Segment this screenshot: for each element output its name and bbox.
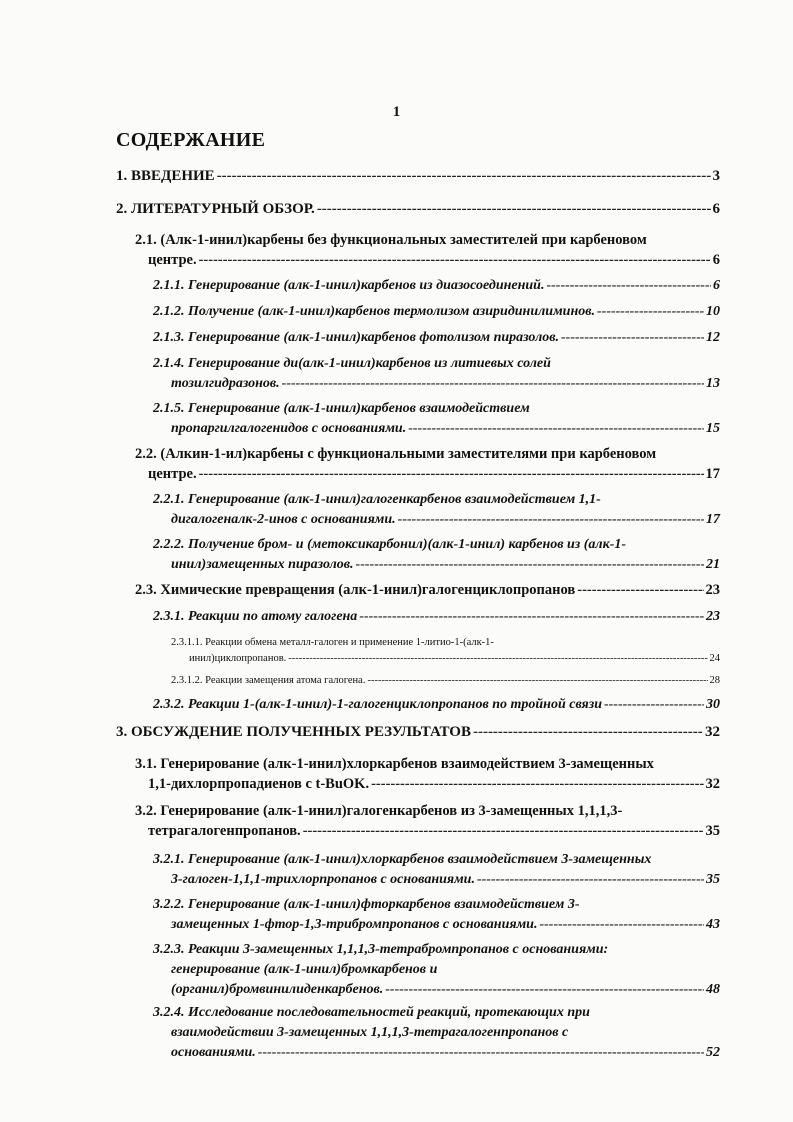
toc-entry-label-cont: дигалогеналк-2-инов с основаниями. — [171, 512, 396, 527]
toc-entry-label: 2.1.2. Получение (алк-1-инил)карбенов термолизом азиридинилиминов. — [153, 304, 595, 319]
toc-entry-2-3 — [135, 580, 720, 600]
toc-page-number: 3 — [712, 168, 720, 184]
toc-page-number: 6 — [712, 201, 720, 217]
toc-entry-2-3-1-2 — [171, 673, 720, 689]
toc-page-number: 23 — [705, 582, 720, 598]
toc-entry-2-3-1-1 — [171, 635, 720, 667]
toc-entry-label: 2.3. Химические превращения (алк-1-инил)галогенциклопропанов — [135, 582, 576, 598]
toc-entry-2-1-2 — [153, 302, 720, 322]
toc-entry-label: 3. ОБСУЖДЕНИЕ ПОЛУЧЕННЫХ РЕЗУЛЬТАТОВ — [116, 724, 471, 740]
toc-page-number: 35 — [705, 823, 720, 839]
toc-entry-2-2 — [135, 444, 720, 484]
toc-entry-label-cont: (органил)бромвинилиденкарбенов. — [171, 982, 384, 997]
toc-page-number: 28 — [709, 675, 720, 686]
toc-entry-label: 3.2.4. Исследование последовательностей реакций, протекающих при — [153, 1005, 590, 1020]
toc-page-number: 12 — [706, 330, 720, 345]
toc-entry-label: 2. ЛИТЕРАТУРНЫЙ ОБЗОР. — [116, 201, 315, 217]
toc-page-number: 24 — [709, 653, 720, 664]
toc-entry-label: 3.1. Генерирование (алк-1-инил)хлоркарбенов взаимодействием 3-замещенных — [135, 756, 654, 772]
toc-page-number: 17 — [706, 512, 720, 527]
toc-entry-label-cont: инил)циклопропанов. — [189, 653, 287, 664]
toc-entry-label: 2.3.1. Реакции по атому галогена — [153, 609, 358, 624]
toc-page-number: 52 — [706, 1045, 720, 1060]
toc-entry-label-cont: пропаргилгалогенидов с основаниями. — [171, 421, 407, 436]
toc-entry-2-1 — [135, 230, 720, 270]
toc-entry-label: 2.1.3. Генерирование (алк-1-инил)карбенов фотолизом пиразолов. — [153, 330, 560, 345]
toc-entry-label: 1. ВВЕДЕНИЕ — [116, 168, 215, 184]
toc-page-number: 13 — [706, 376, 720, 391]
toc-entry-label-cont: тетрагалогенпропанов. — [148, 823, 301, 839]
page-title: СОДЕРЖАНИЕ — [116, 129, 266, 151]
toc-page-number: 30 — [706, 697, 720, 712]
toc-page-number: 10 — [706, 304, 720, 319]
toc-page-number: 23 — [706, 609, 720, 624]
toc-entry-label: 2.2.1. Генерирование (алк-1-инил)галогенкарбенов взаимодействием 1,1- — [153, 492, 601, 507]
toc-entry-label: 2.1. (Алк-1-инил)карбены без функциональных заместителей при карбеновом — [135, 232, 647, 248]
toc-entry-label-cont: замещенных 1-фтор-1,3-трибромпропанов с основаниями. — [171, 917, 538, 932]
toc-entry-label-cont: 3-галоген-1,1,1-трихлорпропанов с основаниями. — [171, 872, 475, 887]
toc-entry-label: 3.2.3. Реакции 3-замещенных 1,1,1,3-тетрабромпропанов с основаниями: — [153, 942, 609, 957]
toc-entry-2 — [116, 199, 720, 219]
toc-entry-label-cont: центре. — [148, 466, 197, 482]
toc-entry-label-cont: взаимодействии 3-замещенных 1,1,1,3-тетрагалогенпропанов с — [171, 1025, 569, 1040]
toc-entry-3-2-3 — [153, 940, 720, 1000]
toc-entry-3-2-2 — [153, 895, 720, 935]
toc-page-number: 48 — [706, 982, 720, 997]
toc-entry-2-1-1 — [153, 276, 720, 296]
toc-entry-label: 2.2.2. Получение бром- и (метоксикарбонил)(алк-1-инил) карбенов из (алк-1- — [153, 537, 627, 552]
toc-entry-2-1-4 — [153, 354, 720, 394]
toc-entry-label: 3.2.2. Генерирование (алк-1-инил)фторкарбенов взаимодействием 3- — [153, 897, 580, 912]
toc-entry-2-3-1 — [153, 607, 720, 627]
toc-entry-label: 3.2. Генерирование (алк-1-инил)галогенкарбенов из 3-замещенных 1,1,1,3- — [135, 803, 623, 819]
toc-entry-2-1-3 — [153, 328, 720, 348]
toc-entry-3-2-4 — [153, 1003, 720, 1063]
toc-entry-2-1-5 — [153, 399, 720, 439]
toc-entry-label: 3.2.1. Генерирование (алк-1-инил)хлоркарбенов взаимодействием 3-замещенных — [153, 852, 652, 867]
toc-entry-3 — [116, 722, 720, 742]
toc-entry-label-cont: инил)замещенных пиразолов. — [171, 557, 354, 572]
toc-page-number: 35 — [706, 872, 720, 887]
toc-page-number: 43 — [706, 917, 720, 932]
toc-page-number: 32 — [705, 724, 720, 740]
toc-entry-3-1 — [135, 754, 720, 794]
toc-entry-label: 2.2. (Алкин-1-ил)карбены с функциональными заместителями при карбеновом — [135, 446, 657, 462]
toc-entry-label-cont: генерирование (алк-1-инил)бромкарбенов и — [171, 962, 438, 977]
toc-page-number: 32 — [705, 776, 720, 792]
toc-entry-label-cont: 1,1-дихлорпропадиенов с t-BuOK. — [148, 776, 370, 792]
toc-entry-label-cont: центре. — [148, 252, 197, 268]
toc-entry-1 — [116, 166, 720, 186]
toc-entry-2-2-1 — [153, 490, 720, 530]
toc-entry-label: 2.1.4. Генерирование ди(алк-1-инил)карбенов из литиевых солей — [153, 356, 551, 371]
toc-page-number: 6 — [712, 252, 720, 268]
toc-entry-label-cont: основаниями. — [171, 1045, 256, 1060]
toc-page-number: 17 — [705, 466, 720, 482]
toc-entry-2-3-2 — [153, 695, 720, 715]
toc-entry-label: 2.3.2. Реакции 1-(алк-1-инил)-1-галогенциклопропанов по тройной связи — [153, 697, 602, 712]
toc-entry-label: 2.3.1.2. Реакции замещения атома галогена. — [171, 675, 366, 686]
page-number: 1 — [392, 104, 401, 120]
toc-page-number: 21 — [706, 557, 720, 572]
toc-entry-label: 2.1.5. Генерирование (алк-1-инил)карбенов взаимодействием — [153, 401, 530, 416]
toc-entry-label: 2.3.1.1. Реакции обмена металл-галоген и применение 1-литио-1-(алк-1- — [171, 637, 494, 648]
toc-entry-label: 2.1.1. Генерирование (алк-1-инил)карбенов из диазосоединений. — [153, 278, 545, 293]
toc-page-number: 15 — [706, 421, 720, 436]
toc-entry-label-cont: тозилгидразонов. — [171, 376, 280, 391]
toc-entry-3-2-1 — [153, 850, 720, 890]
toc-entry-2-2-2 — [153, 535, 720, 575]
toc-entry-3-2 — [135, 801, 720, 841]
toc-page-number: 6 — [713, 278, 720, 293]
